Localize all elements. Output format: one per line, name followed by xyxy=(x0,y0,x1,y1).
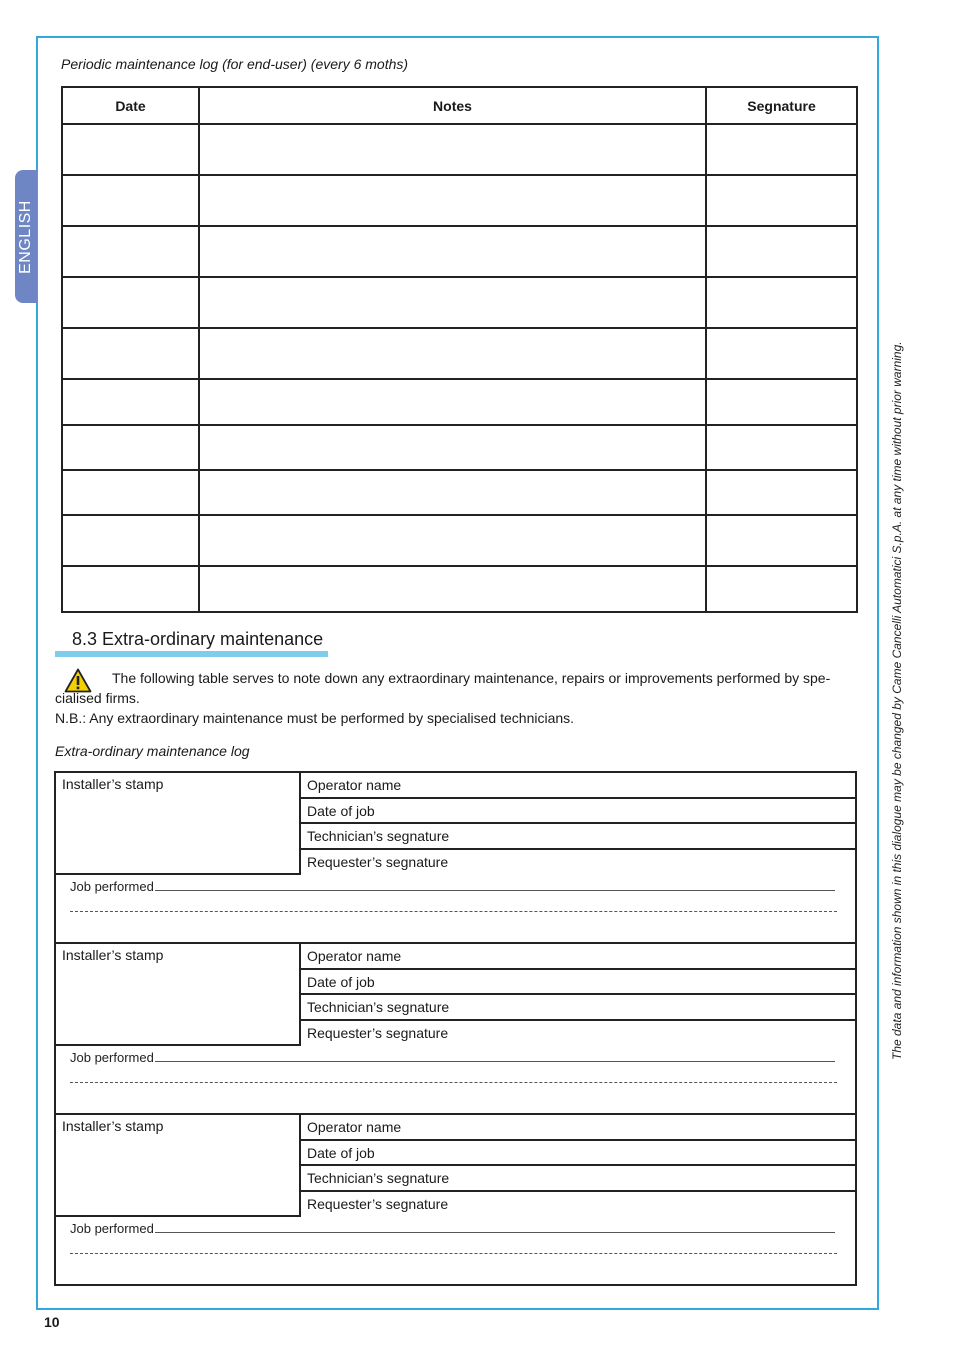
cell-notes xyxy=(199,328,706,379)
technician-signature-field: Technician’s segnature xyxy=(301,995,855,1021)
entry-fields xyxy=(301,773,855,875)
job-line xyxy=(155,1051,835,1062)
section-heading: 8.3 Extra-ordinary maintenance xyxy=(72,629,324,649)
cell-signature xyxy=(706,379,857,425)
entry-fields xyxy=(301,944,855,1046)
heading-underline xyxy=(55,651,328,657)
technician-signature-field: Technician’s segnature xyxy=(301,1166,855,1192)
language-tab-label: ENGLISH xyxy=(17,199,34,274)
cell-notes xyxy=(199,470,706,515)
table-row xyxy=(62,470,857,515)
cell-notes xyxy=(199,425,706,470)
cell-signature xyxy=(706,328,857,379)
maintenance-entry xyxy=(54,1113,857,1286)
job-line-2 xyxy=(70,1082,837,1083)
cell-date xyxy=(62,226,199,277)
periodic-log-table xyxy=(61,86,858,613)
cell-notes xyxy=(199,175,706,226)
cell-notes xyxy=(199,379,706,425)
job-performed-label: Job performed xyxy=(70,1050,154,1065)
cell-signature xyxy=(706,277,857,328)
cell-notes xyxy=(199,566,706,612)
job-line-2 xyxy=(70,1253,837,1254)
cell-signature xyxy=(706,425,857,470)
operator-name-field: Operator name xyxy=(301,944,855,970)
cell-notes xyxy=(199,226,706,277)
intro-paragraph: The following table serves to note down any extraordinary maintenance, repairs or improvements performed by spe-cialised firms. xyxy=(55,670,831,706)
installer-stamp: Installer’s stamp xyxy=(56,944,301,1046)
cell-signature xyxy=(706,470,857,515)
cell-date xyxy=(62,379,199,425)
page-number: 10 xyxy=(44,1314,60,1330)
cell-date xyxy=(62,470,199,515)
table-row xyxy=(62,226,857,277)
column-header-signature: Segnature xyxy=(706,87,857,124)
table-row xyxy=(62,425,857,470)
intro-text xyxy=(55,668,860,728)
cell-date xyxy=(62,175,199,226)
date-of-job-field: Date of job xyxy=(301,1141,855,1167)
cell-signature xyxy=(706,175,857,226)
requester-signature-field: Requester’s segnature xyxy=(307,853,449,870)
job-line xyxy=(155,880,835,891)
column-header-notes: Notes xyxy=(199,87,706,124)
job-performed xyxy=(70,1050,835,1065)
table-row xyxy=(62,379,857,425)
cell-signature xyxy=(706,124,857,175)
table-header-row xyxy=(62,87,857,124)
cell-date xyxy=(62,328,199,379)
cell-date xyxy=(62,515,199,566)
cell-date xyxy=(62,277,199,328)
side-disclaimer: The data and information shown in this dialogue may be changed by Came Cancelli Automatici S.p.A. at any time without prior warning. xyxy=(890,341,904,1060)
nb-paragraph: N.B.: Any extraordinary maintenance must be performed by specialised technicians. xyxy=(55,710,575,726)
installer-stamp: Installer’s stamp xyxy=(56,1115,301,1217)
cell-signature xyxy=(706,566,857,612)
cell-notes xyxy=(199,124,706,175)
job-line-2 xyxy=(70,911,837,912)
operator-name-field: Operator name xyxy=(301,1115,855,1141)
cell-date xyxy=(62,124,199,175)
cell-signature xyxy=(706,515,857,566)
periodic-log-caption: Periodic maintenance log (for end-user) (every 6 moths) xyxy=(61,56,409,72)
job-performed xyxy=(70,879,835,894)
column-header-date: Date xyxy=(62,87,199,124)
job-performed xyxy=(70,1221,835,1236)
technician-signature-field: Technician’s segnature xyxy=(301,824,855,850)
table-row xyxy=(62,175,857,226)
date-of-job-field: Date of job xyxy=(301,799,855,825)
installer-stamp: Installer’s stamp xyxy=(56,773,301,875)
cell-notes xyxy=(199,515,706,566)
date-of-job-field: Date of job xyxy=(301,970,855,996)
cell-notes xyxy=(199,277,706,328)
maintenance-entry xyxy=(54,942,857,1115)
cell-date xyxy=(62,425,199,470)
extra-log-caption: Extra-ordinary maintenance log xyxy=(55,743,250,759)
cell-date xyxy=(62,566,199,612)
table-row xyxy=(62,515,857,566)
table-row xyxy=(62,328,857,379)
job-performed-label: Job performed xyxy=(70,879,154,894)
requester-signature-field: Requester’s segnature xyxy=(307,1195,449,1212)
job-line xyxy=(155,1222,835,1233)
requester-signature-field: Requester’s segnature xyxy=(307,1024,449,1041)
operator-name-field: Operator name xyxy=(301,773,855,799)
cell-signature xyxy=(706,226,857,277)
table-row xyxy=(62,124,857,175)
table-row xyxy=(62,566,857,612)
entry-fields xyxy=(301,1115,855,1217)
job-performed-label: Job performed xyxy=(70,1221,154,1236)
table-row xyxy=(62,277,857,328)
maintenance-entry xyxy=(54,771,857,944)
language-tab xyxy=(15,170,37,303)
